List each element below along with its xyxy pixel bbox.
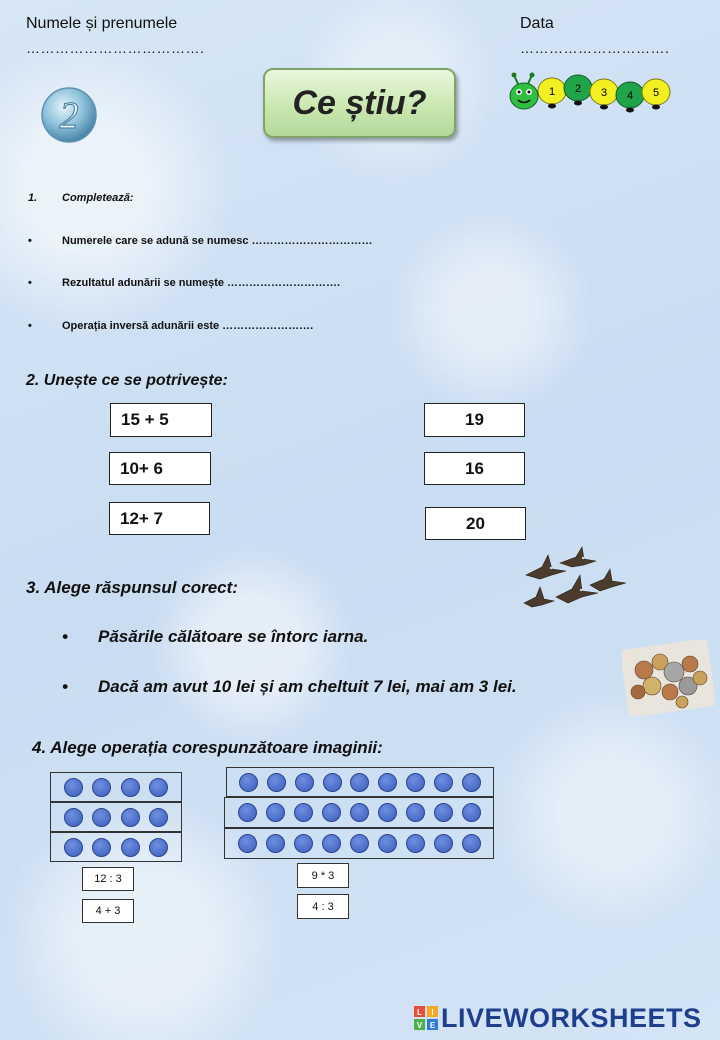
coins-icon: [622, 640, 714, 716]
section4-heading: 4. Alege operația corespunzătoare imaginii:: [32, 738, 383, 757]
caterpillar-number-1: 1: [548, 86, 556, 98]
dot: [295, 773, 314, 792]
date-blank: ………………………….: [520, 40, 670, 56]
group2-row-3: [224, 828, 494, 859]
caterpillar-icon: [508, 72, 676, 114]
dot: [322, 834, 341, 853]
migrating-birds-icon: [520, 545, 630, 615]
dot: [92, 808, 111, 827]
section1-heading: Completează:: [62, 192, 134, 204]
match-left-2[interactable]: 10+ 6: [109, 452, 211, 485]
dot: [294, 803, 313, 822]
dot: [238, 803, 257, 822]
dot: [149, 778, 168, 797]
dot: [462, 773, 481, 792]
dot: [350, 834, 369, 853]
dot: [149, 808, 168, 827]
caterpillar-number-4: 4: [626, 90, 634, 102]
date-label: Data: [520, 15, 554, 32]
name-blank: ……………………………….: [26, 40, 205, 56]
match-left-3[interactable]: 12+ 7: [109, 502, 210, 535]
badge-circle-icon: [40, 86, 98, 144]
dot: [266, 834, 285, 853]
dot: [149, 838, 168, 857]
match-right-3[interactable]: 20: [425, 507, 526, 540]
caterpillar-number-3: 3: [600, 87, 608, 99]
coins-image: [622, 640, 714, 716]
section3-heading: 3. Alege răspunsul corect:: [26, 578, 238, 597]
dot: [434, 834, 453, 853]
svg-text:I: I: [431, 1008, 434, 1017]
dot: [266, 803, 285, 822]
dot: [64, 808, 83, 827]
svg-text:E: E: [429, 1021, 436, 1030]
dot: [406, 773, 425, 792]
dot: [64, 778, 83, 797]
dot: [350, 803, 369, 822]
birds-image: [520, 545, 630, 615]
dot: [378, 834, 397, 853]
dot: [322, 803, 341, 822]
dot: [434, 803, 453, 822]
dot: [406, 834, 425, 853]
dot: [350, 773, 369, 792]
dot: [462, 834, 481, 853]
dot: [238, 834, 257, 853]
group2-row-1: [226, 767, 494, 797]
dot: [378, 773, 397, 792]
svg-text:V: V: [416, 1021, 423, 1030]
name-label: Numele și prenumele: [26, 15, 178, 32]
group2-option-1[interactable]: 9 * 3: [297, 863, 349, 888]
bullet-2: •: [28, 277, 32, 289]
match-right-2[interactable]: 16: [424, 452, 525, 485]
section1-item-2[interactable]: Rezultatul adunării se numește ………………………….: [62, 277, 341, 289]
dot: [434, 773, 453, 792]
dot: [294, 834, 313, 853]
dot: [267, 773, 286, 792]
dot: [406, 803, 425, 822]
badge-number: 2: [59, 95, 79, 137]
dot: [121, 808, 140, 827]
number-badge: [40, 86, 98, 144]
dot: [378, 803, 397, 822]
section2-heading: 2. Unește ce se potrivește:: [26, 372, 228, 389]
liveworksheets-logo: [414, 1002, 714, 1034]
bullet-3-2: •: [62, 677, 68, 696]
bullet-3: •: [28, 320, 32, 332]
group1-row-1: [50, 772, 182, 802]
dot: [239, 773, 258, 792]
group1-row-3: [50, 832, 182, 862]
group1-option-2[interactable]: 4 + 3: [82, 899, 134, 923]
caterpillar-number-5: 5: [652, 87, 660, 99]
dot: [92, 778, 111, 797]
dot: [121, 778, 140, 797]
dot: [462, 803, 481, 822]
group1-row-2: [50, 802, 182, 832]
section1-item-3[interactable]: Operația inversă adunării este …………………….: [62, 320, 314, 332]
match-left-1[interactable]: 15 + 5: [110, 403, 212, 437]
section1-number: 1.: [28, 192, 38, 204]
group1-option-1[interactable]: 12 : 3: [82, 867, 134, 891]
section3-statement-1[interactable]: Păsările călătoare se întorc iarna.: [98, 627, 369, 646]
bullet-1: •: [28, 235, 32, 247]
section1-item-1[interactable]: Numerele care se adună se numesc ……………………………: [62, 235, 373, 247]
page-title: Ce știu?: [263, 68, 456, 138]
match-right-1[interactable]: 19: [424, 403, 525, 437]
dot: [92, 838, 111, 857]
liveworksheets-logo-text: LIVEWORKSHEETS: [441, 1002, 702, 1033]
svg-text:L: L: [417, 1008, 422, 1017]
dot: [323, 773, 342, 792]
caterpillar-number-2: 2: [574, 83, 582, 95]
dot: [64, 838, 83, 857]
bullet-3-1: •: [62, 627, 68, 646]
liveworksheets-logo-icon: [414, 1006, 438, 1030]
caterpillar-image: [508, 72, 676, 114]
section3-statement-2[interactable]: Dacă am avut 10 lei și am cheltuit 7 lei, mai am 3 lei.: [98, 677, 517, 696]
group2-option-2[interactable]: 4 : 3: [297, 894, 349, 919]
group2-row-2: [224, 797, 494, 828]
dot: [121, 838, 140, 857]
